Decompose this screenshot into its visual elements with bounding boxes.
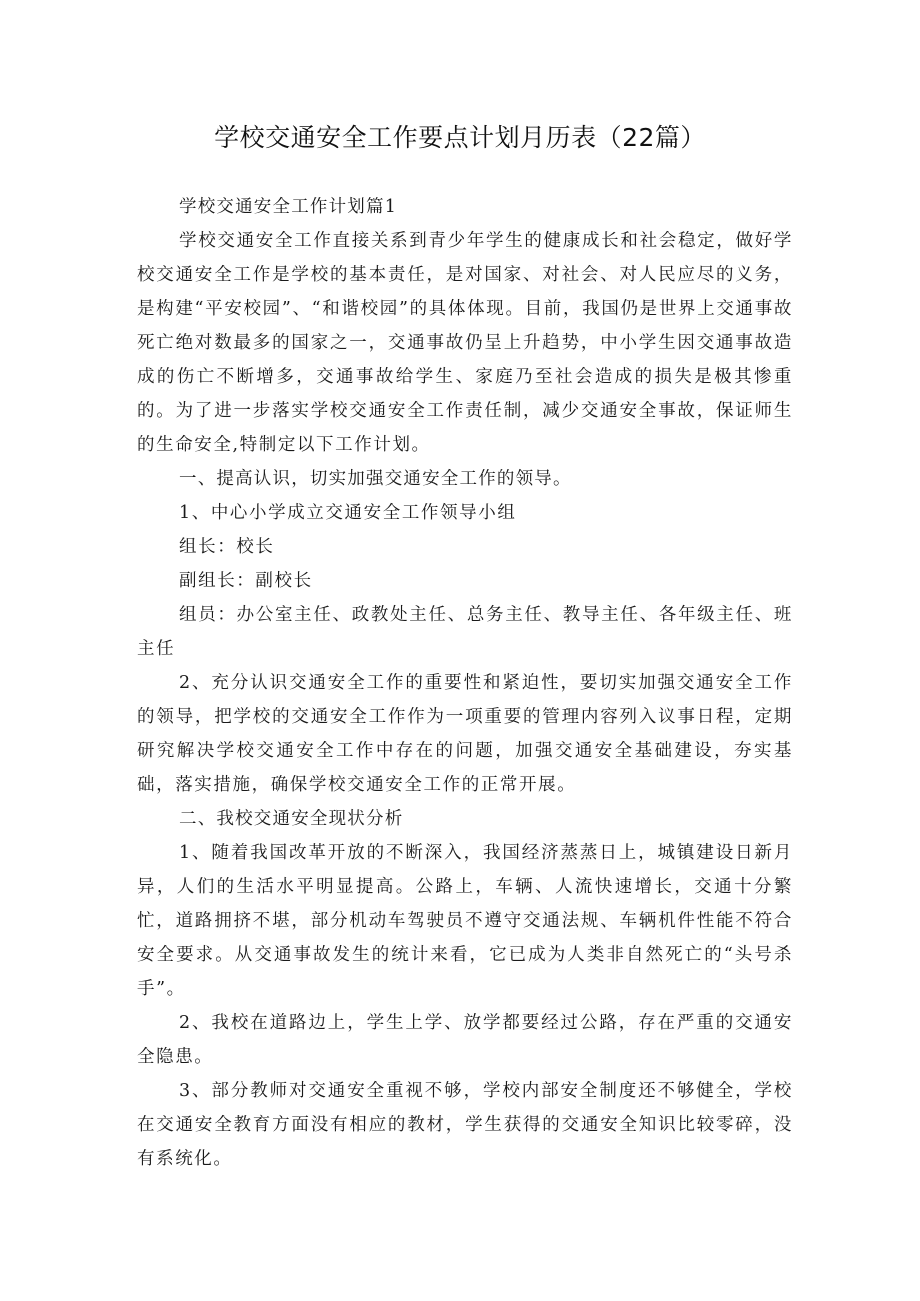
paragraph: 3、部分教师对交通安全重视不够，学校内部安全制度还不够健全，学校在交通安全教育方面没有相应的教材，学生获得的交通安全知识比较零碎，没有系统化。	[137, 1081, 793, 1169]
paragraph: 组长：校长	[179, 537, 275, 557]
paragraph: 2、我校在道路边上，学生上学、放学都要经过公路，存在严重的交通安全隐患。	[137, 1013, 793, 1067]
paragraph: 1、随着我国改革开放的不断深入，我国经济蒸蒸日上，城镇建设日新月异，人们的生活水平明显提高。公路上，车辆、人流快速增长，交通十分繁忙，道路拥挤不堪，部分机动车驾驶员不遵守交通法规、车辆机件性能不符合安全要求。从交通事故发生的统计来看，它已成为人类非自然死亡的“头号杀手”。	[137, 843, 793, 999]
paragraph: 学校交通安全工作直接关系到青少年学生的健康成长和社会稳定，做好学校交通安全工作是学校的基本责任，是对国家、对社会、对人民应尽的义务，是构建“平安校园”、“和谐校园”的具体体现。目前，我国仍是世界上交通事故死亡绝对数最多的国家之一，交通事故仍呈上升趋势，中小学生因交通事故造成的伤亡不断增多，交通事故给学生、家庭乃至社会造成的损失是极其惨重的。为了进一步落实学校交通安全工作责任制，减少交通安全事故，保证师生的生命安全,特制定以下工作计划。	[137, 231, 793, 455]
paragraph: 副组长：副校长	[179, 571, 313, 591]
paragraph: 组员：办公室主任、政教处主任、总务主任、教导主任、各年级主任、班主任	[137, 605, 793, 659]
section-heading: 学校交通安全工作计划篇1	[179, 197, 398, 217]
section-heading: 一、提高认识，切实加强交通安全工作的领导。	[179, 469, 572, 489]
document-title: 学校交通安全工作要点计划月历表（22篇）	[214, 123, 706, 152]
paragraph: 1、中心小学成立交通安全工作领导小组	[179, 503, 517, 523]
paragraph: 2、充分认识交通安全工作的重要性和紧迫性，要切实加强交通安全工作的领导，把学校的交通安全工作作为一项重要的管理内容列入议事日程，定期研究解决学校交通安全工作中存在的问题，加强交通安全基础建设，夯实基础，落实措施，确保学校交通安全工作的正常开展。	[137, 673, 793, 795]
document-body	[137, 190, 793, 1176]
section-heading: 二、我校交通安全现状分析	[179, 809, 404, 829]
